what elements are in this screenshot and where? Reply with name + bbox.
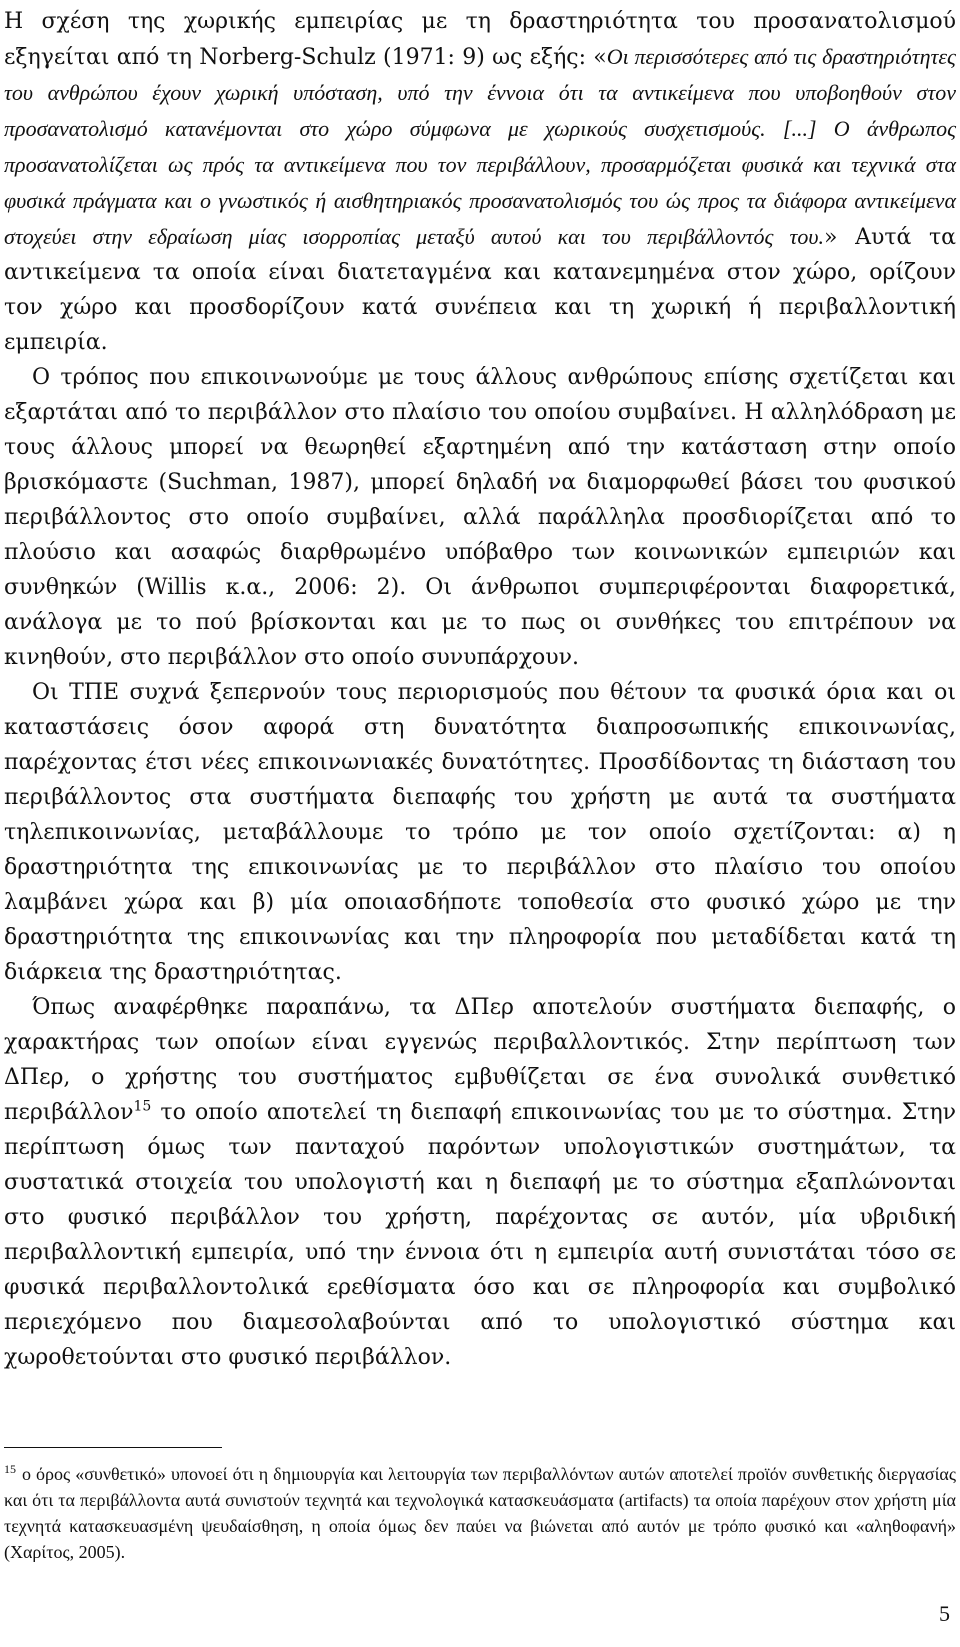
footnote-number: 15 <box>4 1462 16 1476</box>
paragraph-4-before: Όπως αναφέρθηκε παραπάνω, τα ΔΠερ αποτελούν συστήματα διεπαφής, ο χαρακτήρας των οποίων είναι εγγενώς περιβαλλοντικός. Στην περίπτωση των ΔΠερ, ο χρήστης του συστήματος εμβυθίζεται σε ένα συνολικά συνθετικό περιβάλλον <box>4 995 956 1125</box>
paragraph-1 <box>4 4 956 360</box>
norberg-schulz-quote: Οι περισσότερες από τις δραστηριότητες του ανθρώπου έχουν χωρική υπόσταση, υπό την έννοια ότι τα αντικείμενα που υποβοηθούν στον προσανατολισμό κατανέμονται στο χώρο σύμφωνα με χωρικούς συσχετισμούς. [...] Ο άνθρωπος προσανατολίζεται ως πρός τα αντικείμενα που τον περιβάλλουν, προσαρμόζεται φυσικά και τεχνικά στα φυσικά πράγματα και ο γνωστικός ή αισθητηριακός προσανατολισμός του ώς προς τα διάφορα αντικείμενα στοχεύει στην εδραίωση μίας ισορροπίας μεταξύ αυτού και του περιβάλλοντός του. <box>4 44 956 249</box>
footnote-15 <box>4 1461 956 1565</box>
paragraph-1-intro: Η σχέση της χωρικής εμπειρίας με τη δραστηριότητα του προσανατολισμού εξηγείται από τη Norberg-Schulz (1971: 9) ως εξής: « <box>4 9 956 70</box>
paragraph-2: Ο τρόπος που επικοινωνούμε με τους άλλους ανθρώπους επίσης σχετίζεται και εξαρτάται από το περιβάλλον στο πλαίσιο του οποίου συμβαίνει. Η αλληλόδραση με τους άλλους μπορεί να θεωρηθεί εξαρτημένη από την κατάσταση στην οποίο βρισκόμαστε (Suchman, 1987), μπορεί δηλαδή να διαμορφωθεί βάσει του φυσικού περιβάλλοντος στο οποίο συμβαίνει, αλλά παράλληλα προσδιορίζεται από το πλούσιο και ασαφώς διαρθρωμένο υπόβαθρο των κοινωνικών εμπειριών και συνθηκών (Willis κ.α., 2006: 2). Οι άνθρωποι συμπεριφέρονται διαφορετικά, ανάλογα με το πού βρίσκονται και με το πως οι συνθήκες του επιτρέπουν να κινηθούν, στο περιβάλλον στο οποίο συνυπάρχουν. <box>4 365 956 670</box>
paragraph-3: Οι ΤΠΕ συχνά ξεπερνούν τους περιορισμούς που θέτουν τα φυσικά όρια και οι καταστάσεις όσον αφορά στη δυνατότητα διαπροσωπικής επικοινωνίας, παρέχοντας έτσι νέες επικοινωνιακές δυνατότητες. Προσδίδοντας τη διάσταση του περιβάλλοντος στα συστήματα διεπαφής του χρήστη με αυτά τα συστήματα τηλεπικοινωνίας, μεταβάλλουμε το τρόπο με τον οποίο σχετίζονται: α) η δραστηριότητα της επικοινωνίας με το περιβάλλον στο πλαίσιο του οποίου λαμβάνει χώρα και β) μία οποιασδήποτε τοποθεσία στο φυσικό χώρο με την δραστηριότητα της επικοινωνίας και την πληροφορία που μεταδίδεται κατά τη διάρκεια της δραστηριότητας. <box>4 680 956 985</box>
body-text <box>4 4 956 1375</box>
footnote-text: ο όρος «συνθετικό» υπονοεί ότι η δημιουργία και λειτουργία των περιβαλλόντων αυτών αποτελεί προϊόν συνθετικής διεργασίας και ότι τα περιβάλλοντα αυτά συνιστούν τεχνητά και τεχνολογικά κατασκευάσματα (artifacts) τα οποία παρέχουν στον χρήστη μία τεχνητά κατασκευασμένη ψευδαίσθηση, η οποία όμως δεν παύει να βιώνεται από αυτόν με τρόπο φυσικό και «αληθοφανή» (Χαρίτος, 2005). <box>4 1464 956 1562</box>
footnote-reference[interactable]: 15 <box>133 1098 152 1115</box>
page-number: 5 <box>939 1601 950 1626</box>
paragraph-4 <box>4 990 956 1375</box>
document-page <box>4 4 956 1643</box>
paragraph-4-after: το οποίο αποτελεί τη διεπαφή επικοινωνίας του με το σύστημα. Στην περίπτωση όμως των πανταχού παρόντων υπολογιστικών συστημάτων, τα συστατικά στοιχεία του υπολογιστή και η διεπαφή με το σύστημα εξαπλώνονται στο φυσικό περιβάλλον του χρήστη, παρέχοντας σε αυτόν, μία υβριδική περιβαλλοντική εμπειρία, υπό την έννοια ότι η εμπειρία αυτή συνιστάται τόσο σε φυσικά περιβαλλοντολικά ερεθίσματα όσο και σε πληροφορία και συμβολικό περιεχόμενο που διαμεσολαβούνται από το υπολογιστικό σύστημα και χωροθετούνται στο φυσικό περιβάλλον. <box>4 1100 956 1370</box>
paragraph-1-rest: » Αυτά τα αντικείμενα τα οποία είναι διατεταγμένα και κατανεμημένα στον χώρο, ορίζουν τον χώρο και προσδορίζουν κατά συνέπεια και τη χωρική ή περιβαλλοντική εμπειρία. <box>4 225 956 355</box>
footnote-divider <box>4 1447 222 1448</box>
